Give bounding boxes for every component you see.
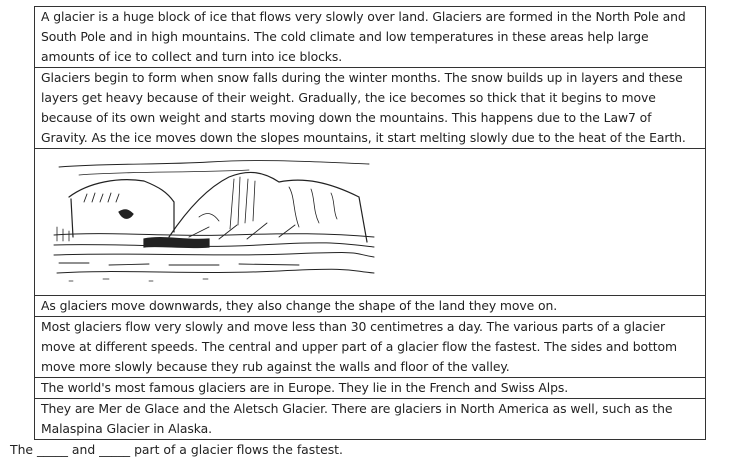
- glacier-illustration-cell: [34, 149, 706, 296]
- fill-in-blank-question: The _____ and _____ part of a glacier flows the fastest.: [10, 442, 343, 457]
- reading-passage-table: [34, 6, 706, 440]
- passage-paragraph: Most glaciers flow very slowly and move less than 30 centimetres a day. The various parts of a glacier move at different speeds. The central and upper part of a glacier flow the fastest. The sides and bottom move more slowly because they rub against the walls and floor of the valley.: [34, 317, 706, 378]
- passage-paragraph: A glacier is a huge block of ice that flows very slowly over land. Glaciers are formed in the North Pole and South Pole and in high mountains. The cold climate and low temperatures in these areas help large amounts of ice to collect and turn into ice blocks.: [34, 6, 706, 68]
- passage-paragraph: They are Mer de Glace and the Aletsch Glacier. There are glaciers in North America as well, such as the Malaspina Glacier in Alaska.: [34, 399, 706, 440]
- passage-paragraph: The world's most famous glaciers are in Europe. They lie in the French and Swiss Alps.: [34, 378, 706, 399]
- glacier-sketch: [49, 157, 379, 287]
- passage-paragraph: As glaciers move downwards, they also change the shape of the land they move on.: [34, 296, 706, 317]
- passage-paragraph: Glaciers begin to form when snow falls during the winter months. The snow builds up in layers and these layers get heavy because of their weight. Gradually, the ice becomes so thick that it begins to move because of its own weight and starts moving down the mountains. This happens due to the Law7 of Gravity. As the ice moves down the slopes mountains, it start melting slowly due to the heat of the Earth.: [34, 68, 706, 149]
